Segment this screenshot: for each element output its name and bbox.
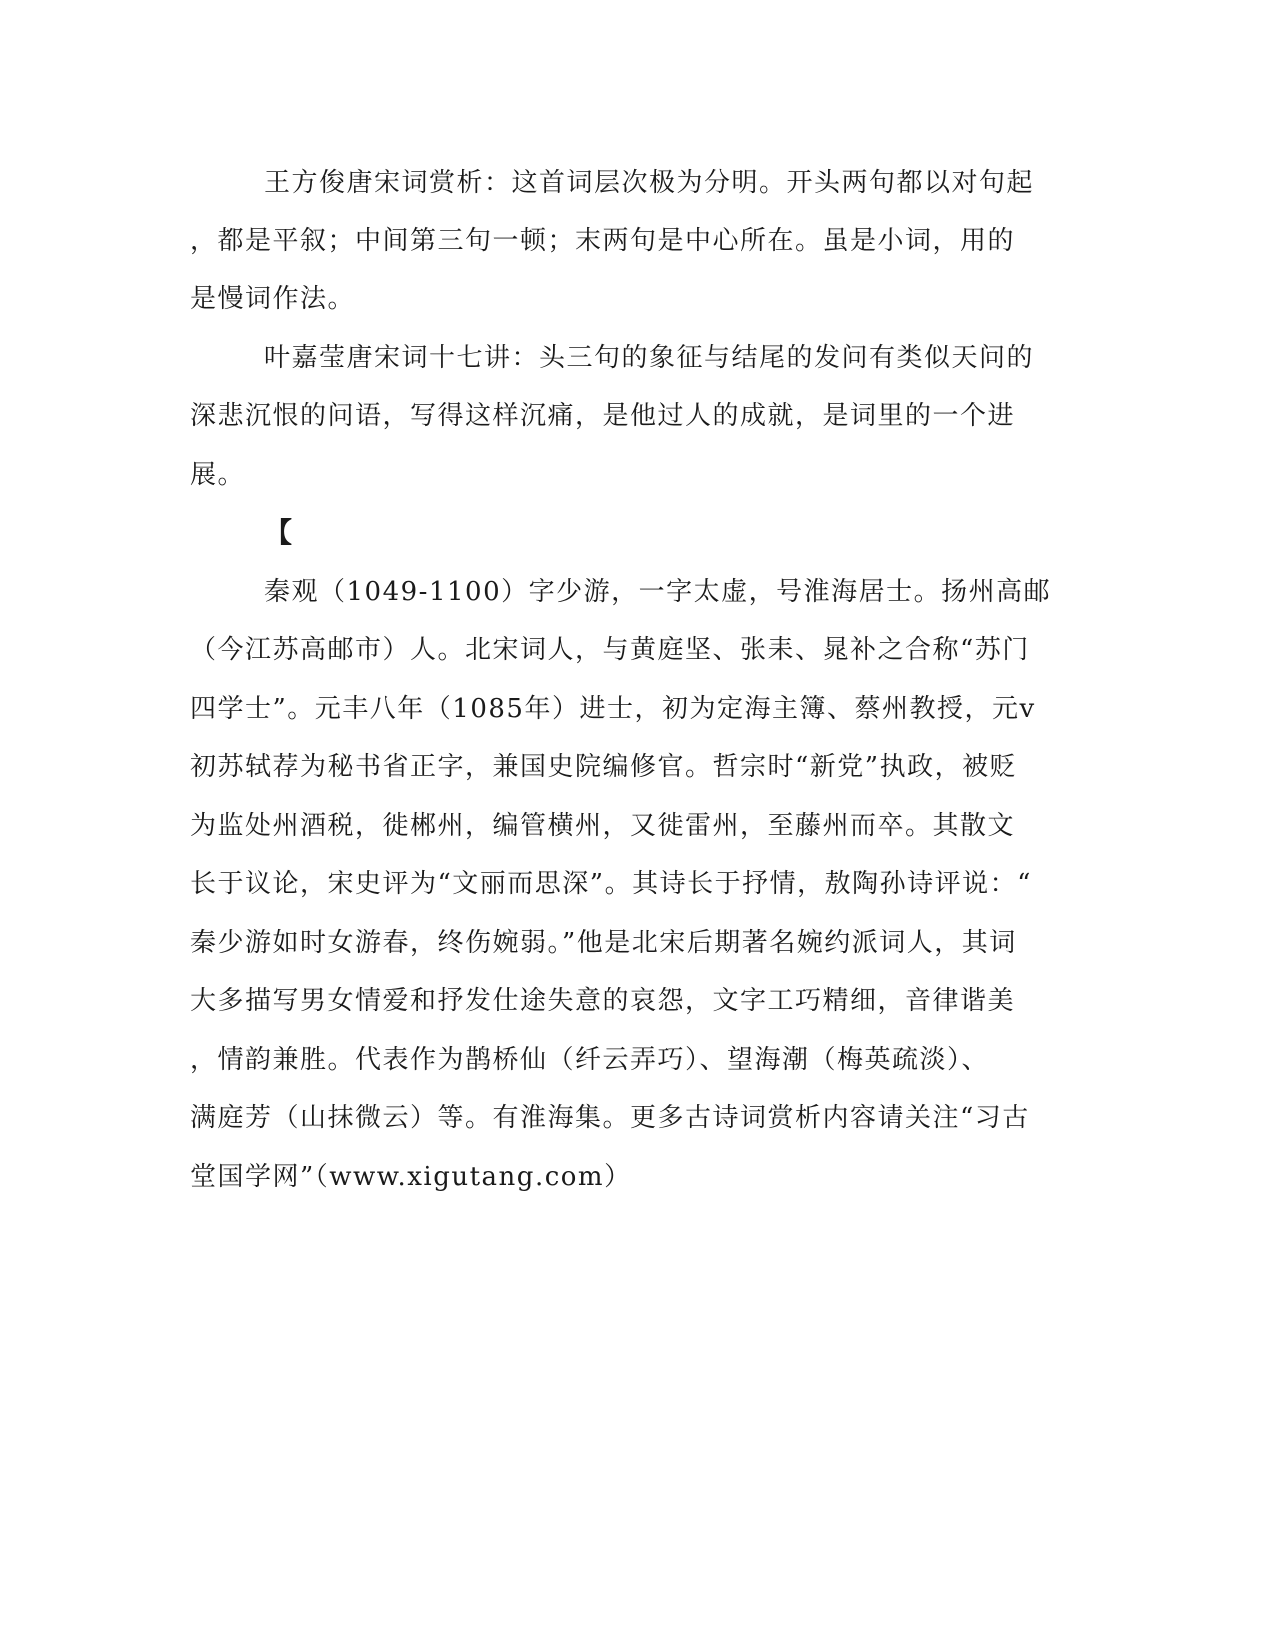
paragraph-line: 叶嘉莹唐宋词十七讲：头三句的象征与结尾的发问有类似天问的 [264,343,1035,373]
paragraph-line: 堂国学网”（www.xigutang.com） [190,1162,632,1192]
paragraph-line: 是慢词作法。 [190,284,356,314]
paragraph-line: 深悲沉恨的问语，写得这样沉痛，是他过人的成就，是词里的一个进 [190,401,1016,431]
paragraph-line: ，情韵兼胜。代表作为鹊桥仙（纤云弄巧）、望海潮（梅英疏淡）、 [190,1045,990,1075]
paragraph-line: 大多描写男女情爱和抒发仕途失意的哀怨，文字工巧精细，音律谐美 [190,986,1016,1016]
paragraph-line: 长于议论，宋史评为“文丽而思深”。其诗长于抒情，敖陶孙诗评说：“ [190,869,1032,899]
paragraph-line: 秦少游如时女游春，终伤婉弱。”他是北宋后期著名婉约派词人，其词 [190,928,1017,958]
paragraph-line: 秦观（1049-1100）字少游，一字太虚，号淮海居士。扬州高邮 [264,577,1052,607]
paragraph-line: ，都是平叙；中间第三句一顿；末两句是中心所在。虽是小词，用的 [190,226,1016,256]
paragraph-line: （今江苏高邮市）人。北宋词人，与黄庭坚、张耒、晁补之合称“苏门 [190,635,1030,665]
section-bracket: 【 [264,516,293,549]
paragraph-line: 四学士”。元丰八年（1085年）进士，初为定海主簿、蔡州教授，元v [190,694,1036,724]
paragraph-line: 展。 [190,460,246,490]
paragraph-line: 初苏轼荐为秘书省正字，兼国史院编修官。哲宗时“新党”执政，被贬 [190,752,1018,782]
paragraph-line: 王方俊唐宋词赏析：这首词层次极为分明。开头两句都以对句起 [264,168,1035,198]
paragraph-line: 满庭芳（山抹微云）等。有淮海集。更多古诗词赏析内容请关注“习古 [190,1103,1030,1133]
paragraph-line: 为监处州酒税，徙郴州，编管横州，又徙雷州，至藤州而卒。其散文 [190,811,1016,841]
